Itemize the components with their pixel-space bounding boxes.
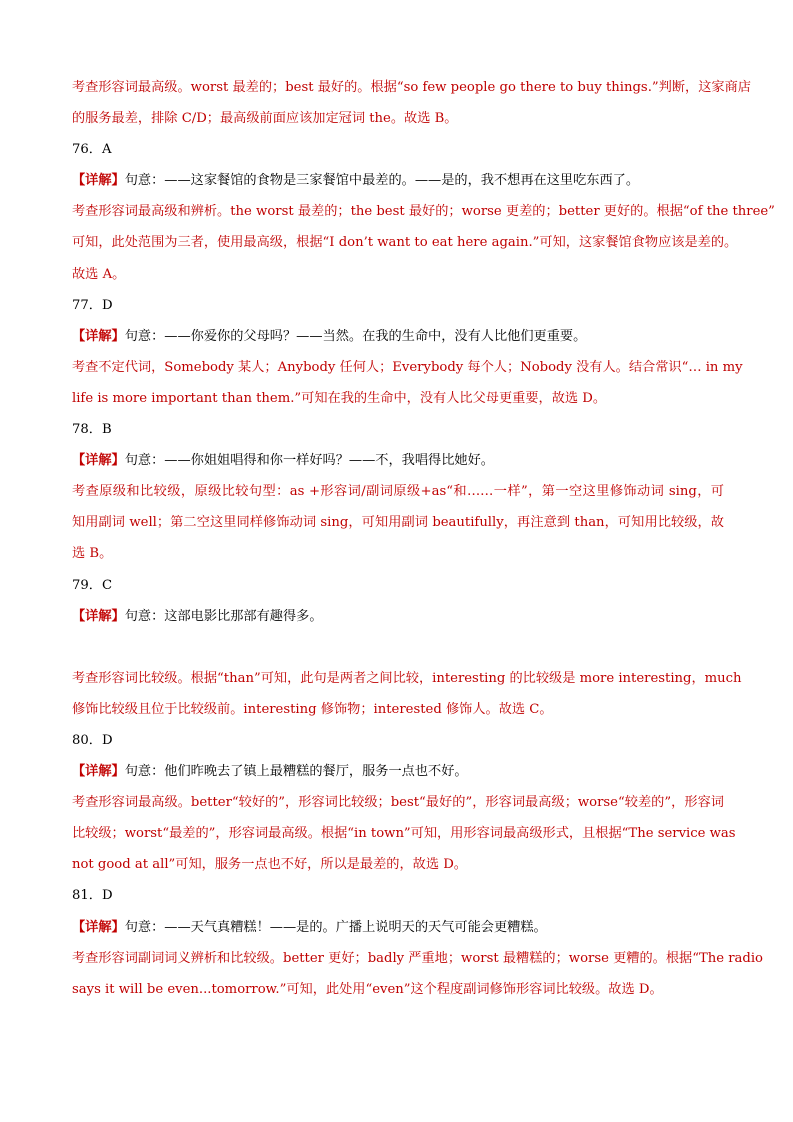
detail-label: 【详解】: [72, 328, 125, 344]
explanation-line: [72, 109, 724, 129]
explanation-text: 考查形容词副词词义辨析和比较级。better 更好；badly 严重地；worst 最糟糕的；worse 更糟的。根据“The radio: [72, 950, 764, 966]
detail-line: [72, 327, 724, 347]
detail-line: [72, 918, 724, 938]
explanation-text: 知用副词 well；第二空这里同样修饰动词 sing，可知用副词 beautifully，再注意到 than，可知用比较级，故: [72, 515, 724, 531]
explanation-line: [72, 980, 724, 1000]
explanation-line: [72, 544, 724, 564]
detail-label: 【详解】: [72, 764, 125, 780]
explanation-line: [72, 793, 724, 813]
answer-number: [72, 140, 724, 160]
detail-translation: 句意：——你姐姐唱得和你一样好吗？——不，我唱得比她好。: [124, 453, 494, 469]
explanation-line: [72, 265, 724, 285]
explanation-line: [72, 513, 724, 533]
answer-number: [72, 886, 724, 906]
explanation-line: [72, 669, 742, 689]
explanation-text: 考查形容词最高级。better“较好的”，形容词比较级；best“最好的”，形容词最高级；worse“较差的”，形容词: [72, 795, 724, 811]
answer-number-text: 80．D: [72, 732, 113, 748]
explanation-text: 考查形容词最高级和辨析。the worst 最差的；the best 最好的；worse 更差的；better 更好的。根据“of the three”: [72, 204, 775, 220]
answer-number-text: 79．C: [72, 577, 113, 593]
explanation-line: [72, 482, 724, 502]
explanation-line: [72, 855, 724, 875]
explanation-line: [72, 389, 724, 409]
explanation-text: 比较级；worst“最差的”，形容词最高级。根据“in town”可知，用形容词最高级形式，且根据“The service was: [72, 826, 736, 842]
explanation-text: 考查形容词最高级。worst 最差的；best 最好的。根据“so few people go there to buy things.”判断，这家商店: [72, 80, 751, 95]
answer-number-text: 78．B: [72, 422, 112, 438]
explanation-text: not good at all”可知，服务一点也不好，所以是最差的，故选 D。: [72, 857, 467, 873]
detail-label: 【详解】: [72, 173, 125, 189]
explanation-line: [72, 78, 751, 98]
explanation-text: life is more important than them.”可知在我的生命中，没有人比父母更重要，故选 D。: [72, 390, 607, 406]
detail-translation: 句意：这部电影比那部有趣得多。: [124, 608, 323, 624]
detail-translation: 句意：他们昨晚去了镇上最糟糕的餐厅，服务一点也不好。: [124, 764, 468, 780]
explanation-line: [72, 824, 736, 844]
detail-line: [72, 171, 724, 191]
detail-label: 【详解】: [72, 608, 125, 624]
answer-number: [72, 576, 724, 596]
detail-label: 【详解】: [72, 453, 125, 469]
explanation-text: 的服务最差，排除 C/D；最高级前面应该加定冠词 the。故选 B。: [72, 111, 458, 127]
explanation-text: 考查原级和比较级，原级比较句型：as +形容词/副词原级+as“和……一样”，第一空这里修饰动词 sing，可: [72, 484, 724, 500]
answer-number-text: 77．D: [72, 297, 113, 313]
explanation-line: [72, 358, 743, 378]
answer-number-text: 81．D: [72, 888, 113, 904]
detail-line: [72, 762, 724, 782]
explanation-text: 考查形容词比较级。根据“than”可知，此句是两者之间比较，interesting 的比较级是 more interesting，much: [72, 670, 742, 686]
detail-translation: 句意：——天气真糟糕！——是的。广播上说明天的天气可能会更糟糕。: [124, 919, 547, 935]
explanation-line: [72, 233, 738, 253]
detail-translation: 句意：——你爱你的父母吗？——当然。在我的生命中，没有人比他们更重要。: [124, 328, 587, 344]
answer-number: [72, 296, 724, 316]
detail-label: 【详解】: [72, 919, 125, 935]
explanation-line: [72, 700, 724, 720]
explanation-text: 考查不定代词，Somebody 某人；Anybody 任何人；Everybody 每个人；Nobody 没有人。结合常识“… in my: [72, 359, 743, 375]
explanation-text: 可知，此处范围为三者，使用最高级，根据“I don’t want to eat here again.”可知，这家餐馆食物应该是差的。: [72, 235, 738, 251]
explanation-line: [72, 949, 764, 969]
detail-translation: 句意：——这家餐馆的食物是三家餐馆中最差的。——是的，我不想再在这里吃东西了。: [124, 173, 640, 189]
explanation-text: 故选 A。: [72, 266, 126, 282]
explanation-text: says it will be even...tomorrow.”可知，此处用“even”这个程度副词修饰形容词比较级。故选 D。: [72, 981, 663, 997]
detail-line: [72, 607, 724, 627]
answer-number-text: 76．A: [72, 142, 112, 158]
answer-number: [72, 420, 724, 440]
detail-line: [72, 451, 724, 471]
explanation-text: 选 B。: [72, 546, 113, 562]
blank-line: [72, 638, 724, 658]
answer-number: [72, 731, 724, 751]
document-page: [72, 78, 775, 1011]
explanation-line: [72, 202, 775, 222]
explanation-text: 修饰比较级且位于比较级前。interesting 修饰物；interested 修饰人。故选 C。: [72, 701, 553, 717]
